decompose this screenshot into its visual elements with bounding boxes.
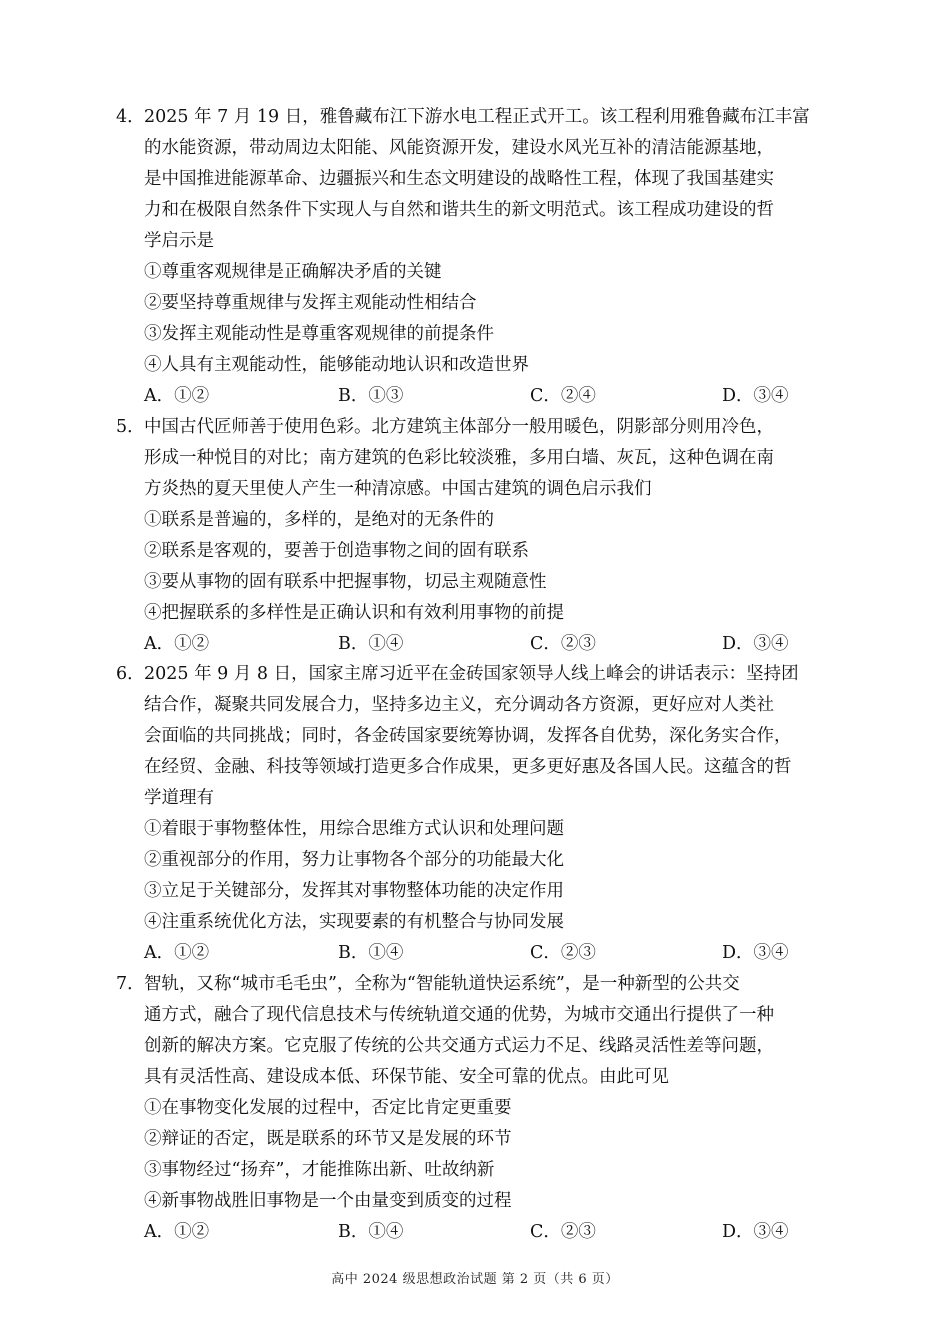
question-4	[116, 102, 856, 412]
question-7-item-4: ④新事物战胜旧事物是一个由量变到质变的过程	[144, 1191, 512, 1211]
question-7-item-2: ②辩证的否定，既是联系的环节又是发展的环节	[144, 1129, 512, 1149]
question-4-stem-line-1: 4．2025 年 7 月 19 日，雅鲁藏布江下游水电工程正式开工。该工程利用雅鲁藏布江丰富	[116, 102, 856, 133]
question-5-option-a[interactable]: A．①②	[144, 634, 210, 654]
question-5-option-b[interactable]: B．①④	[338, 634, 404, 654]
question-4-option-b[interactable]: B．①③	[338, 386, 404, 406]
question-6-option-d[interactable]: D．③④	[722, 943, 789, 963]
question-6-stem-line-1: 6．2025 年 9 月 8 日，国家主席习近平在金砖国家领导人线上峰会的讲话表示：坚持团	[116, 659, 856, 690]
question-6-stem-line-5: 学道理有	[144, 788, 214, 808]
question-4-option-a[interactable]: A．①②	[144, 386, 210, 406]
question-6-item-3: ③立足于关键部分，发挥其对事物整体功能的决定作用	[144, 881, 564, 901]
question-6-option-a[interactable]: A．①②	[144, 943, 210, 963]
question-7-stem-line-3: 创新的解决方案。它克服了传统的公共交通方式运力不足、线路灵活性差等问题，	[144, 1036, 774, 1056]
question-4-options	[116, 381, 856, 412]
question-5-item-2: ②联系是客观的，要善于创造事物之间的固有联系	[144, 541, 529, 561]
question-7-number: 7．	[116, 974, 145, 994]
question-6-options	[116, 938, 856, 969]
question-6-option-b[interactable]: B．①④	[338, 943, 404, 963]
question-5-option-c[interactable]: C．②③	[530, 634, 596, 654]
question-7-stem-line-4: 具有灵活性高、建设成本低、环保节能、安全可靠的优点。由此可见	[144, 1067, 669, 1087]
question-4-stem-line-2: 的水能资源，带动周边太阳能、风能资源开发，建设水风光互补的清洁能源基地，	[144, 138, 774, 158]
question-5-options	[116, 629, 856, 660]
question-5	[116, 412, 856, 660]
question-5-stem-line-2: 形成一种悦目的对比；南方建筑的色彩比较淡雅，多用白墙、灰瓦，这种色调在南	[144, 448, 774, 468]
question-4-stem-line-5: 学启示是	[144, 231, 214, 251]
question-7-option-d[interactable]: D．③④	[722, 1222, 789, 1242]
question-4-option-c[interactable]: C．②④	[530, 386, 596, 406]
question-7-item-3: ③事物经过“扬弃”，才能推陈出新、吐故纳新	[144, 1160, 495, 1180]
question-5-item-4: ④把握联系的多样性是正确认识和有效利用事物的前提	[144, 603, 564, 623]
question-6-stem-line-3: 会面临的共同挑战；同时，各金砖国家要统筹协调，发挥各自优势，深化务实合作，	[144, 726, 792, 746]
question-5-number: 5．	[116, 417, 145, 437]
question-7-option-a[interactable]: A．①②	[144, 1222, 210, 1242]
question-7-options	[116, 1217, 856, 1248]
question-6-stem-line-4: 在经贸、金融、科技等领域打造更多合作成果，更多更好惠及各国人民。这蕴含的哲	[144, 757, 792, 777]
question-5-stem-line-3: 方炎热的夏天里使人产生一种清凉感。中国古建筑的调色启示我们	[144, 479, 652, 499]
question-4-stem-line-3: 是中国推进能源革命、边疆振兴和生态文明建设的战略性工程，体现了我国基建实	[144, 169, 774, 189]
question-7-option-c[interactable]: C．②③	[530, 1222, 596, 1242]
question-4-item-4: ④人具有主观能动性，能够能动地认识和改造世界	[144, 355, 529, 375]
question-4-stem-line-4: 力和在极限自然条件下实现人与自然和谐共生的新文明范式。该工程成功建设的哲	[144, 200, 774, 220]
question-6	[116, 659, 856, 969]
question-6-item-4: ④注重系统优化方法，实现要素的有机整合与协同发展	[144, 912, 564, 932]
question-5-option-d[interactable]: D．③④	[722, 634, 789, 654]
question-7-option-b[interactable]: B．①④	[338, 1222, 404, 1242]
question-5-item-1: ①联系是普遍的，多样的，是绝对的无条件的	[144, 510, 494, 530]
question-4-item-2: ②要坚持尊重规律与发挥主观能动性相结合	[144, 293, 477, 313]
question-7-stem-line-1: 7．智轨，又称“城市毛毛虫”，全称为“智能轨道快运系统”，是一种新型的公共交	[116, 969, 856, 1000]
question-4-number: 4．	[116, 107, 145, 127]
question-6-stem-line-2: 结合作，凝聚共同发展合力，坚持多边主义，充分调动各方资源，更好应对人类社	[144, 695, 774, 715]
page-footer: 高中 2024 级思想政治试题 第 2 页（共 6 页）	[331, 1272, 619, 1287]
question-4-item-1: ①尊重客观规律是正确解决矛盾的关键	[144, 262, 442, 282]
question-4-option-d[interactable]: D．③④	[722, 386, 789, 406]
question-6-option-c[interactable]: C．②③	[530, 943, 596, 963]
question-7-stem-line-2: 通方式，融合了现代信息技术与传统轨道交通的优势，为城市交通出行提供了一种	[144, 1005, 774, 1025]
question-6-item-2: ②重视部分的作用，努力让事物各个部分的功能最大化	[144, 850, 564, 870]
question-5-stem-line-1: 5．中国古代匠师善于使用色彩。北方建筑主体部分一般用暖色，阴影部分则用冷色，	[116, 412, 856, 443]
question-7-item-1: ①在事物变化发展的过程中，否定比肯定更重要	[144, 1098, 512, 1118]
question-6-item-1: ①着眼于事物整体性，用综合思维方式认识和处理问题	[144, 819, 564, 839]
question-5-item-3: ③要从事物的固有联系中把握事物，切忌主观随意性	[144, 572, 547, 592]
question-6-number: 6．	[116, 664, 145, 684]
question-4-item-3: ③发挥主观能动性是尊重客观规律的前提条件	[144, 324, 494, 344]
question-7	[116, 969, 856, 1248]
